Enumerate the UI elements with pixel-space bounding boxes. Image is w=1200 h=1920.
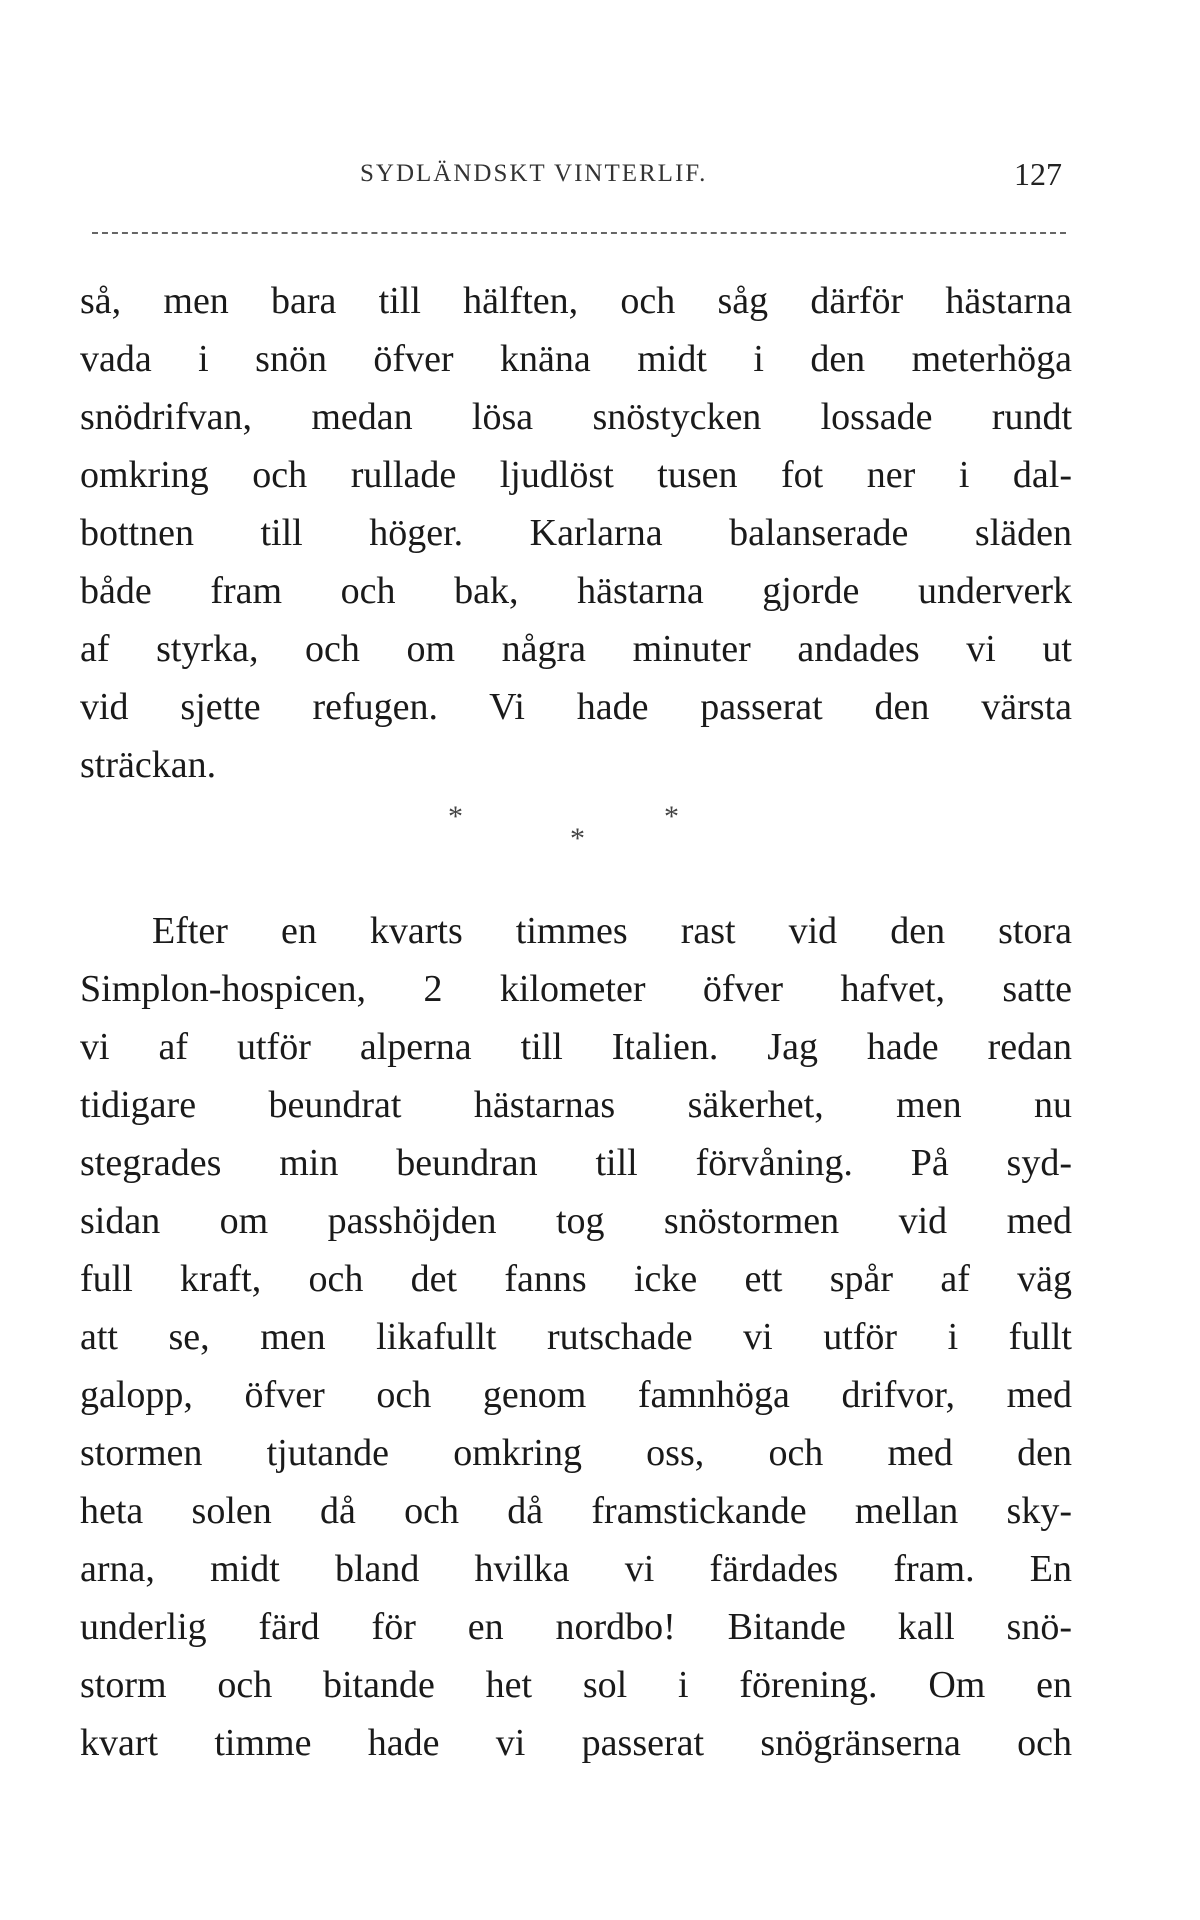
page-number: 127 <box>1014 156 1062 192</box>
text-line: att se, men likafullt rutschade vi utför i fullt <box>80 1316 1072 1358</box>
asterisk: * <box>570 822 585 855</box>
section-break <box>0 800 1200 860</box>
running-head <box>0 156 1200 200</box>
text-line: arna, midt bland hvilka vi färdades fram. En <box>80 1548 1072 1590</box>
text-line: både fram och bak, hästarna gjorde underverk <box>80 570 1072 612</box>
paragraph-1 <box>80 272 1072 794</box>
text-line: Simplon-hospicen, 2 kilometer öfver hafvet, satte <box>80 968 1072 1010</box>
text-line: vi af utför alperna till Italien. Jag hade redan <box>80 1026 1072 1068</box>
asterisk: * <box>448 800 463 833</box>
text-line: heta solen då och då framstickande mellan sky- <box>80 1490 1072 1532</box>
text-line: så, men bara till hälften, och såg därför hästarna <box>80 280 1072 322</box>
text-line: galopp, öfver och genom famnhöga drifvor, med <box>80 1374 1072 1416</box>
text-line: full kraft, och det fanns icke ett spår af väg <box>80 1258 1072 1300</box>
text-line: bottnen till höger. Karlarna balanserade släden <box>80 512 1072 554</box>
text-line: sträckan. <box>80 744 217 786</box>
text-line: sidan om passhöjden tog snöstormen vid med <box>80 1200 1072 1242</box>
text-line: stegrades min beundran till förvåning. På syd- <box>80 1142 1072 1184</box>
text-line: kvart timme hade vi passerat snögränserna och <box>80 1722 1072 1764</box>
text-line: snödrifvan, medan lösa snöstycken lossade rundt <box>80 396 1072 438</box>
text-line: vid sjette refugen. Vi hade passerat den värsta <box>80 686 1072 728</box>
text-line: tidigare beundrat hästarnas säkerhet, men nu <box>80 1084 1072 1126</box>
text-line: vada i snön öfver knäna midt i den meterhöga <box>80 338 1072 380</box>
text-line: storm och bitande het sol i förening. Om en <box>80 1664 1072 1706</box>
text-line: af styrka, och om några minuter andades vi ut <box>80 628 1072 670</box>
text-line: underlig färd för en nordbo! Bitande kall snö- <box>80 1606 1072 1648</box>
paragraph-2 <box>80 902 1072 1772</box>
header-rule <box>92 232 1066 234</box>
text-line: Efter en kvarts timmes rast vid den stora <box>152 910 1072 952</box>
text-line: stormen tjutande omkring oss, och med den <box>80 1432 1072 1474</box>
running-title: SYDLÄNDSKT VINTERLIF. <box>360 160 708 187</box>
text-line: omkring och rullade ljudlöst tusen fot ner i dal- <box>80 454 1072 496</box>
asterisk: * <box>664 800 679 833</box>
